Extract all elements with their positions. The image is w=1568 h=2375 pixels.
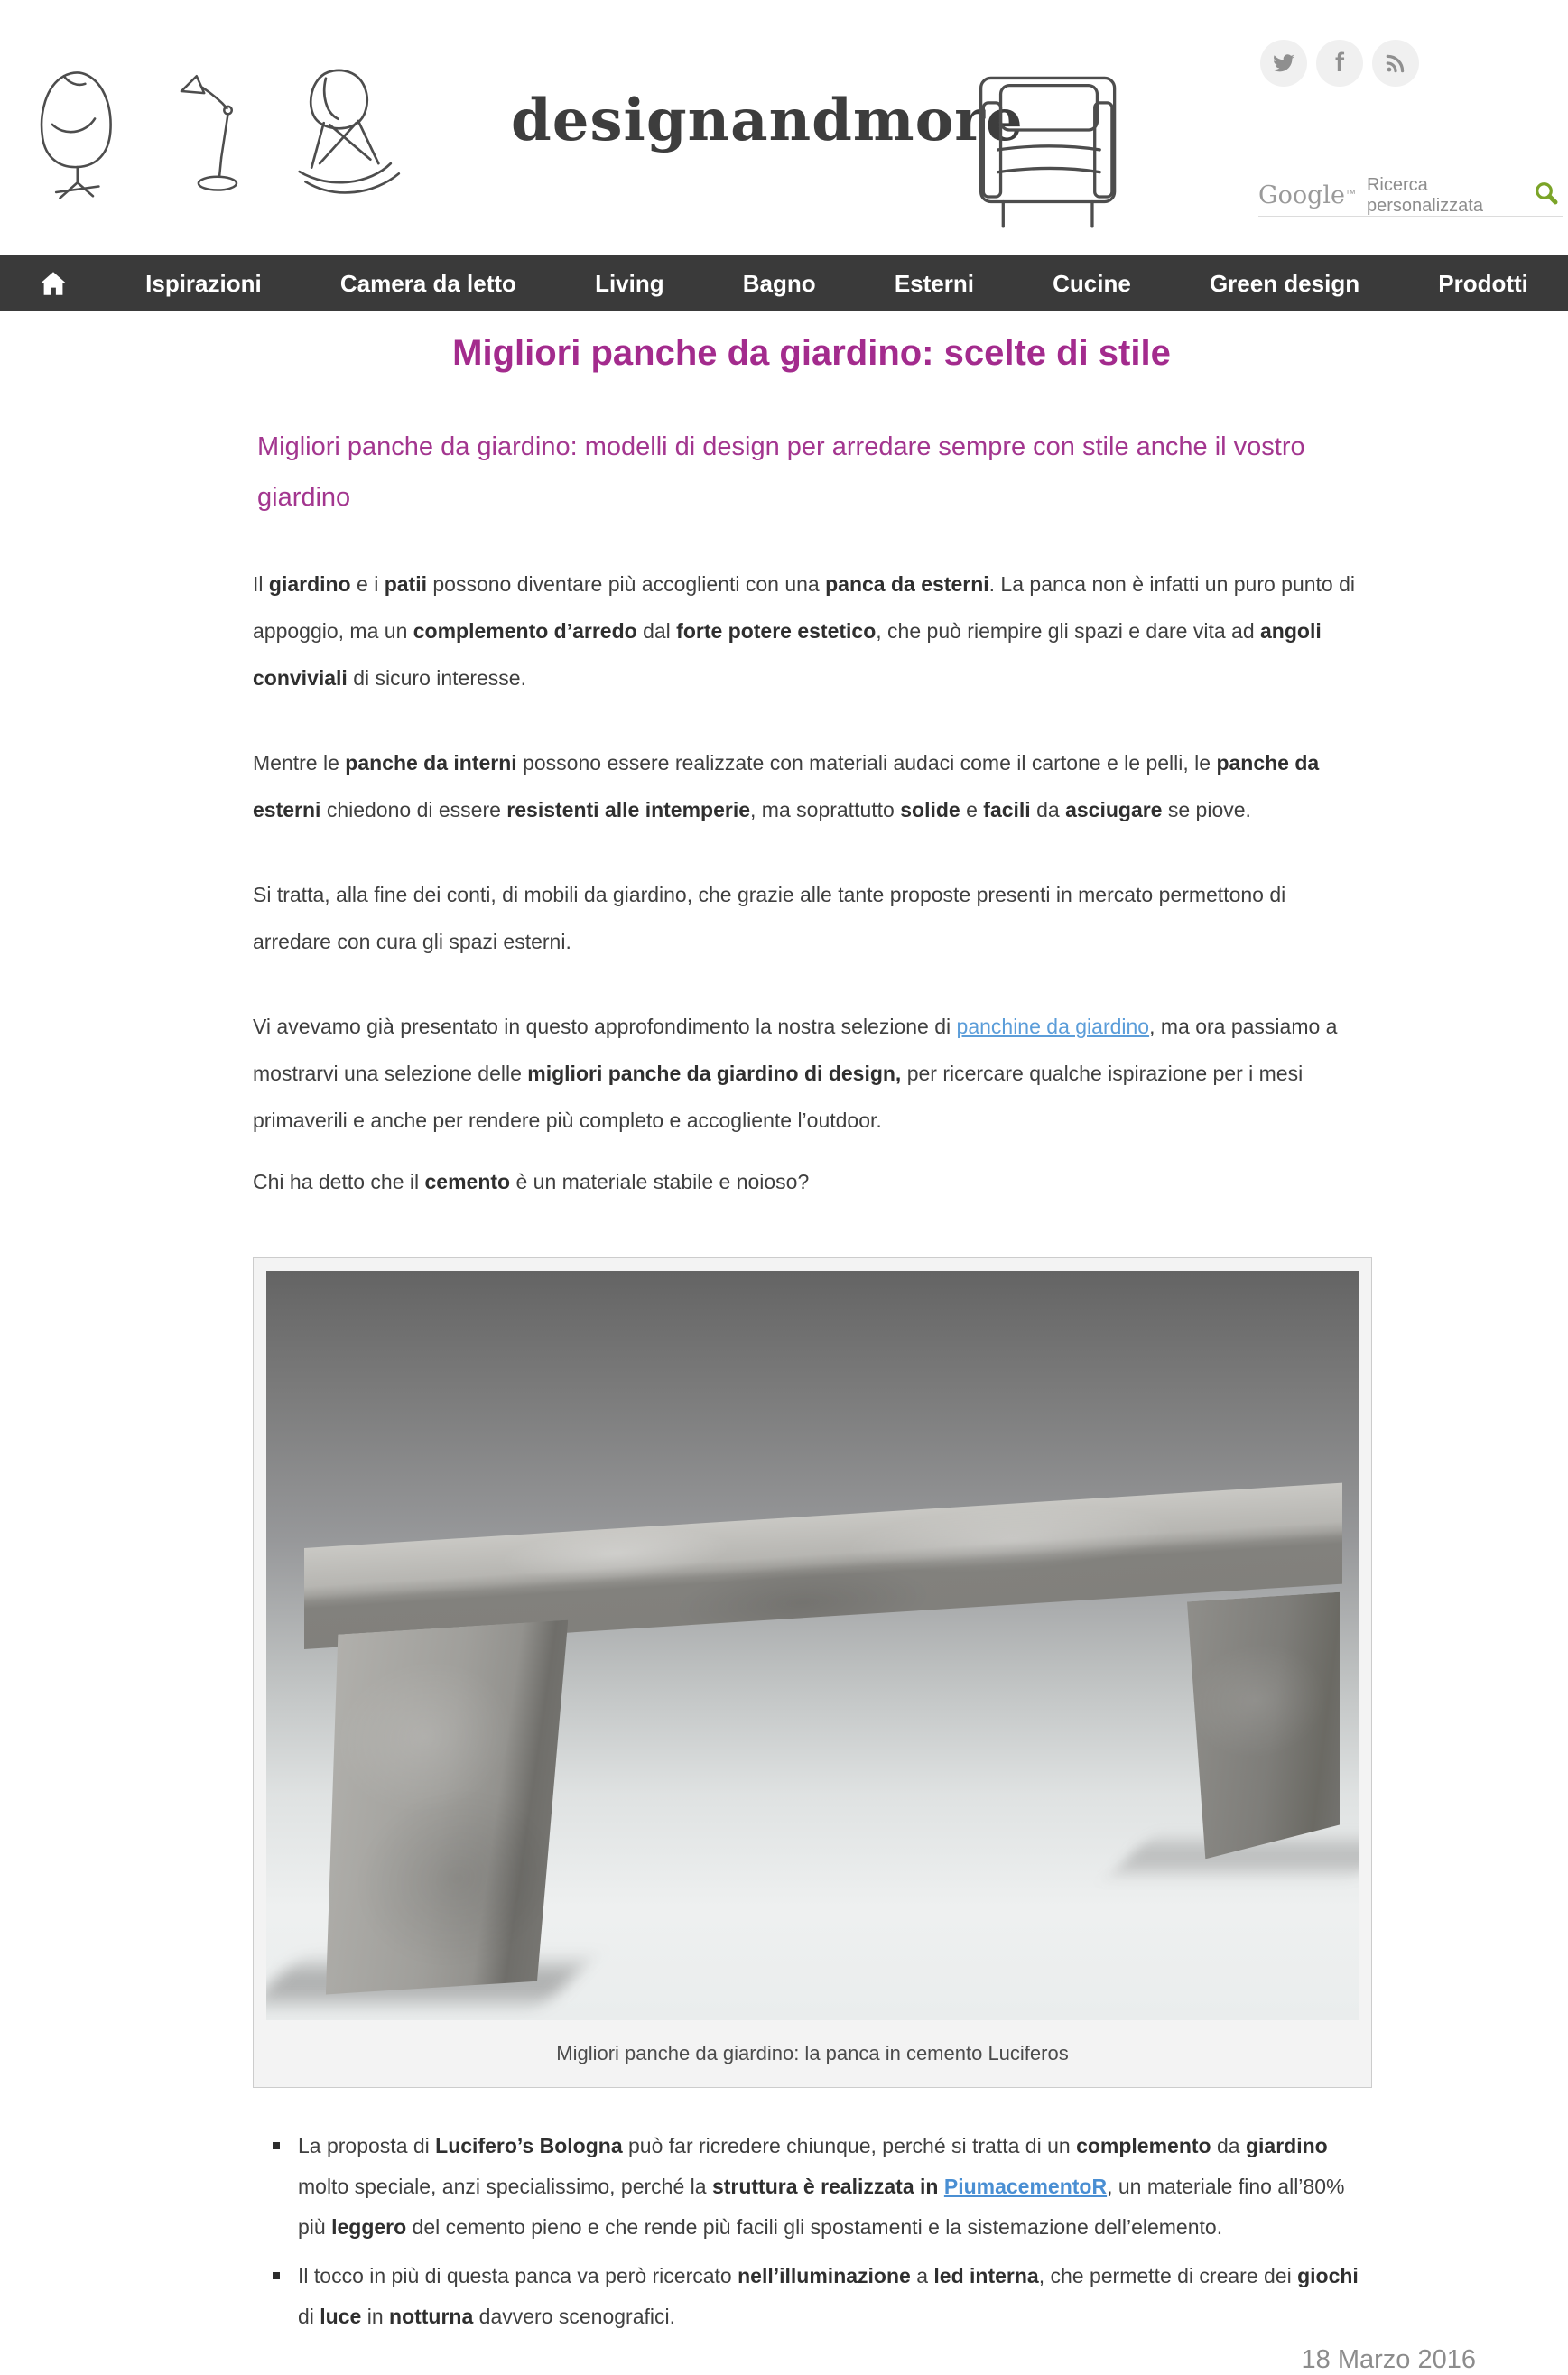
bench-leg-shape [1187, 1592, 1340, 1860]
paragraph: Si tratta, alla fine dei conti, di mobili da giardino, che grazie alle tante proposte presenti in mercato permettono di arredare con cura gli spazi esterni. [253, 883, 1286, 954]
nav-item-camera-da-letto[interactable]: Camera da letto [339, 269, 516, 297]
article-subtitle: Migliori panche da giardino: modelli di design per arredare sempre con stile anche il vostro giardino [257, 432, 1305, 512]
site-logo[interactable]: designandmore [511, 87, 1024, 154]
article-figure [253, 1257, 1372, 2088]
paragraph: Chi ha detto che il cemento è un materiale stabile e noioso? [253, 1170, 810, 1194]
article-date: 18 Marzo 2016 [1301, 2345, 1476, 2375]
list-item: Il tocco in più di questa panca va però ricercato nell’illuminazione a led interna, che permette di creare dei giochi di luce in notturna davvero scenografici. [298, 2256, 1368, 2337]
rss-icon[interactable] [1372, 40, 1419, 87]
nav-item-cucine[interactable]: Cucine [1053, 269, 1131, 297]
search-placeholder: Ricerca personalizzata [1366, 174, 1483, 216]
nav-item-ispirazioni[interactable]: Ispirazioni [145, 269, 262, 297]
egg-chair-sketch-icon [27, 52, 134, 213]
facebook-icon[interactable]: f [1316, 40, 1363, 87]
rocking-chair-sketch-icon [285, 54, 417, 213]
inline-link[interactable]: panchine da giardino [956, 1015, 1150, 1039]
search-icon[interactable] [1533, 180, 1560, 211]
list-item: La proposta di Lucifero’s Bologna può far ricredere chiunque, perché si tratta di un complemento da giardino molto speciale, anzi specialissimo, perché la struttura è realizzata in PiumacementoR, un materiale fino all’80% più leggero del cemento pieno e che rende più facili gli spostamenti e la sistemazione dell’elemento. [298, 2126, 1368, 2248]
nav-item-bagno[interactable]: Bagno [742, 269, 816, 297]
paragraph: Il giardino e i patii possono diventare più accoglienti con una panca da esterni. La panca non è infatti un puro punto di appoggio, ma un complemento d’arredo dal forte potere estetico, che può riempire gli spazi e dare vita ad angoli conviviali di sicuro interesse. [253, 572, 1356, 691]
nav-item-green-design[interactable]: Green design [1209, 269, 1360, 297]
armchair-sketch-icon [968, 63, 1130, 230]
social-links [1260, 40, 1419, 87]
inline-link[interactable]: PiumacementoR [943, 2175, 1108, 2199]
figure-caption: Migliori panche da giardino: la panca in cemento Luciferos [556, 2042, 1069, 2065]
desk-lamp-sketch-icon [164, 58, 255, 213]
bullet-list [253, 2126, 1368, 2337]
search-input[interactable] [1258, 175, 1563, 217]
bench-seat-shape [304, 1483, 1342, 1649]
nav-item-living[interactable]: Living [595, 269, 664, 297]
article-image-bench [266, 1271, 1359, 2020]
site-header [0, 0, 1568, 255]
paragraph: Mentre le panche da interni possono essere realizzate con materiali audaci come il cartone e le pelli, le panche da esterni chiedono di essere resistenti alle intemperie, ma soprattutto solide e facili da asciugare se piove. [253, 751, 1320, 822]
main-navigation [0, 255, 1568, 311]
home-icon[interactable] [40, 271, 67, 296]
nav-item-esterni[interactable]: Esterni [894, 269, 974, 297]
paragraph: Vi avevamo già presentato in questo approfondimento la nostra selezione di panchine da giardino, ma ora passiamo a mostrarvi una selezione delle migliori panche da giardino di design, per ricercare qualche ispirazione per i mesi primaverili e anche per rendere più completo e accogliente l’outdoor. [253, 1015, 1338, 1133]
article [253, 333, 1476, 2375]
bench-leg-shape [326, 1619, 568, 1994]
twitter-icon[interactable] [1260, 40, 1307, 87]
nav-item-prodotti[interactable]: Prodotti [1438, 269, 1528, 297]
page-title: Migliori panche da giardino: scelte di stile [452, 333, 1171, 373]
header-sketches [27, 52, 417, 213]
google-brand-label: Google™ [1258, 181, 1356, 209]
